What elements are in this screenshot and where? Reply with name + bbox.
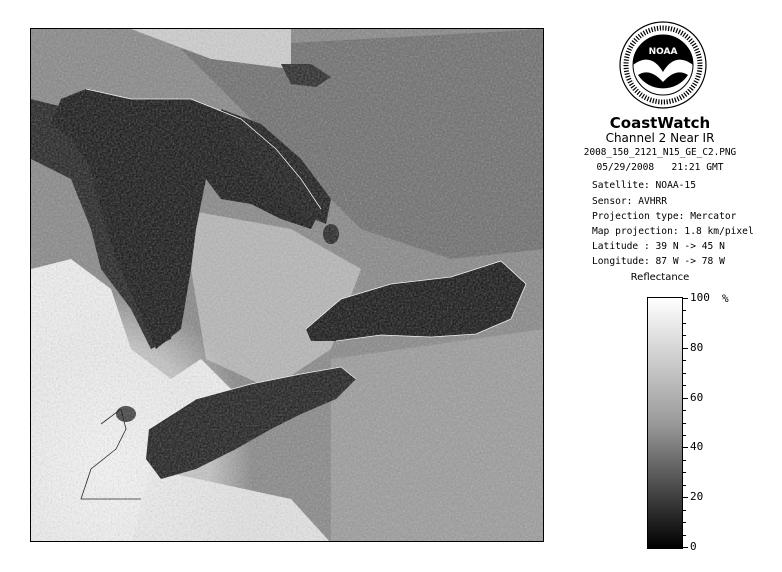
sensor-info: Sensor: AVHRR — [592, 196, 668, 207]
map-canvas — [31, 29, 544, 542]
colorbar-title: Reflectance — [630, 272, 690, 283]
noaa-logo — [618, 20, 708, 110]
colorbar-major-tick — [683, 298, 688, 299]
colorbar-minor-tick — [683, 385, 686, 386]
brand-title: CoastWatch — [609, 114, 711, 132]
colorbar-major-tick — [683, 547, 688, 548]
colorbar-minor-tick — [683, 460, 686, 461]
colorbar-minor-tick — [683, 310, 686, 311]
colorbar-tick-label: 0 — [690, 540, 697, 553]
colorbar-minor-tick — [683, 360, 686, 361]
acquisition-datetime: 05/29/2008 21:21 GMT — [596, 162, 724, 173]
longitude-info: Longitude: 87 W -> 78 W — [592, 256, 725, 267]
colorbar-major-tick — [683, 348, 688, 349]
texture-overlay — [31, 29, 544, 542]
colorbar-minor-tick — [683, 373, 686, 374]
colorbar-minor-tick — [683, 435, 686, 436]
colorbar-tick-label: 20 — [690, 490, 704, 504]
satellite-map[interactable] — [30, 28, 544, 542]
file-name: 2008_150_2121_N15_GE_C2.PNG — [583, 147, 737, 158]
colorbar-minor-tick — [683, 335, 686, 336]
colorbar-minor-tick — [683, 535, 686, 536]
colorbar-unit: % — [722, 292, 729, 305]
colorbar-minor-tick — [683, 522, 686, 523]
colorbar-tick-label: 40 — [690, 440, 704, 454]
colorbar-minor-tick — [683, 423, 686, 424]
map-projection-info: Map projection: 1.8 km/pixel — [592, 226, 754, 237]
colorbar-minor-tick — [683, 472, 686, 473]
colorbar-tick-label: 60 — [690, 390, 704, 404]
channel-title: Channel 2 Near IR — [605, 131, 715, 145]
reflectance-colorbar — [647, 297, 683, 549]
projection-type-info: Projection type: Mercator — [592, 211, 737, 222]
colorbar-major-tick — [683, 398, 688, 399]
colorbar-minor-tick — [683, 510, 686, 511]
satellite-info: Satellite: NOAA-15 — [592, 180, 696, 191]
colorbar-minor-tick — [683, 485, 686, 486]
logo-text: NOAA — [648, 47, 678, 57]
colorbar-major-tick — [683, 497, 688, 498]
colorbar-tick-label: 100 — [690, 291, 710, 304]
latitude-info: Latitude : 39 N -> 45 N — [592, 241, 725, 252]
colorbar-tick-label: 80 — [690, 340, 704, 354]
colorbar-major-tick — [683, 447, 688, 448]
colorbar-minor-tick — [683, 323, 686, 324]
colorbar-minor-tick — [683, 410, 686, 411]
